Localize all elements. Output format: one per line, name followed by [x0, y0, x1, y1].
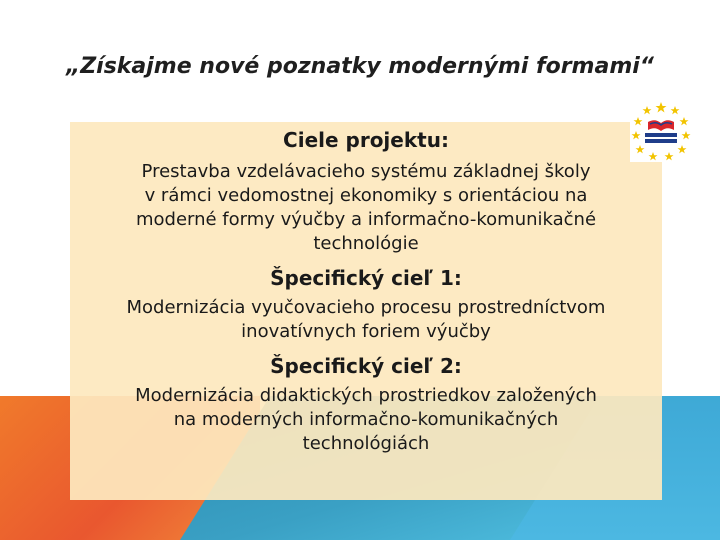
- goals-heading: Ciele projektu:: [283, 128, 449, 152]
- goal2-line-3: technológiách: [302, 433, 430, 454]
- goals-line-4: technológie: [313, 233, 419, 254]
- slide-title: „Získajme nové poznatky modernými formami“: [66, 54, 654, 79]
- goals-line-1: Prestavba vzdelávacieho systému základnej školy: [141, 161, 591, 182]
- goal1-heading: Špecifický cieľ 1:: [270, 266, 462, 290]
- goal1-line-1: Modernizácia vyučovacieho procesu prostredníctvom: [126, 297, 606, 318]
- goal2-line-1: Modernizácia didaktických prostriedkov založených: [135, 385, 597, 406]
- goal2-line-2: na moderných informačno-komunikačných: [173, 409, 559, 430]
- goal2-heading: Špecifický cieľ 2:: [270, 354, 462, 378]
- content-text: [70, 122, 662, 456]
- goal1-line-2: inovatívnych foriem výučby: [241, 321, 491, 342]
- goals-line-2: v rámci vedomostnej ekonomiky s orientáciou na: [144, 185, 588, 206]
- goals-line-3: moderné formy výučby a informačno-komunikačné: [135, 209, 597, 230]
